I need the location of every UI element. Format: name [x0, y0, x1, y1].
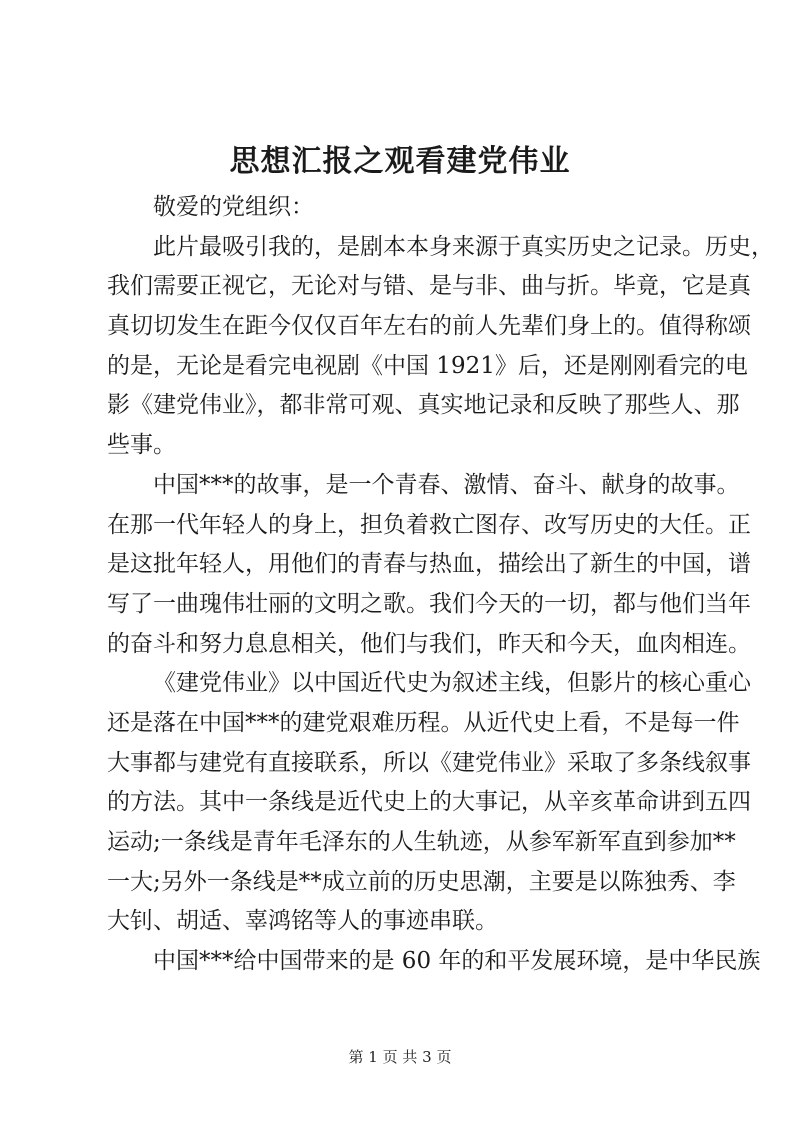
paragraph-line: 我们需要正视它，无论对与错、是与非、曲与折。毕竟，它是真	[107, 273, 751, 300]
salutation: 敬爱的党组织：	[153, 194, 314, 220]
paragraph-line: 中国***给中国带来的是 60 年的和平发展环境，是中华民族	[153, 948, 761, 975]
paragraph-line: 此片最吸引我的，是剧本本身来源于真实历史之记录。历史，	[153, 233, 774, 260]
page-footer: 第 1 页 共 3 页	[348, 1048, 452, 1066]
paragraph-2	[107, 466, 751, 664]
paragraph-4	[107, 942, 761, 982]
paragraph-line: 影《建党伟业》，都非常可观、真实地记录和反映了那些人、那	[107, 392, 740, 419]
paragraph-line: 大钊、胡适、辜鸿铭等人的事迹串联。	[107, 908, 498, 935]
paragraph-3	[107, 664, 751, 942]
paragraph-line: 的奋斗和努力息息相关，他们与我们，昨天和今天，血肉相连。	[107, 630, 751, 657]
paragraph-line: 的方法。其中一条线是近代史上的大事记，从辛亥革命讲到五四	[107, 789, 751, 816]
paragraph-line: 大事都与建党有直接联系，所以《建党伟业》采取了多条线叙事	[107, 749, 751, 776]
paragraph-line: 是这批年轻人，用他们的青春与热血，描绘出了新生的中国，谱	[107, 551, 751, 578]
paragraph-line: 的是，无论是看完电视剧《中国 1921》后，还是刚刚看完的电	[107, 352, 748, 379]
paragraph-line: 真切切发生在距今仅仅百年左右的前人先辈们身上的。值得称颂	[107, 313, 751, 340]
paragraph-line: 《建党伟业》以中国近代史为叙述主线，但影片的核心重心	[153, 670, 751, 697]
paragraph-line: 在那一代年轻人的身上，担负着救亡图存、改写历史的大任。正	[107, 511, 751, 538]
document-body	[107, 188, 774, 982]
paragraph-line: 运动;一条线是青年毛泽东的人生轨迹，从参军新军直到参加**	[107, 829, 736, 855]
paragraph-line: 一大;另外一条线是**成立前的历史思潮，主要是以陈独秀、李	[107, 868, 736, 895]
paragraph-line: 些事。	[107, 432, 176, 459]
paragraph-1	[107, 228, 774, 466]
paragraph-line: 还是落在中国***的建党艰难历程。从近代史上看，不是每一件	[107, 709, 740, 736]
document-title: 思想汇报之观看建党伟业	[229, 144, 571, 179]
paragraph-line: 写了一曲瑰伟壮丽的文明之歌。我们今天的一切，都与他们当年	[107, 590, 751, 617]
paragraph-line: 中国***的故事，是一个青春、激情、奋斗、献身的故事。	[153, 471, 740, 498]
